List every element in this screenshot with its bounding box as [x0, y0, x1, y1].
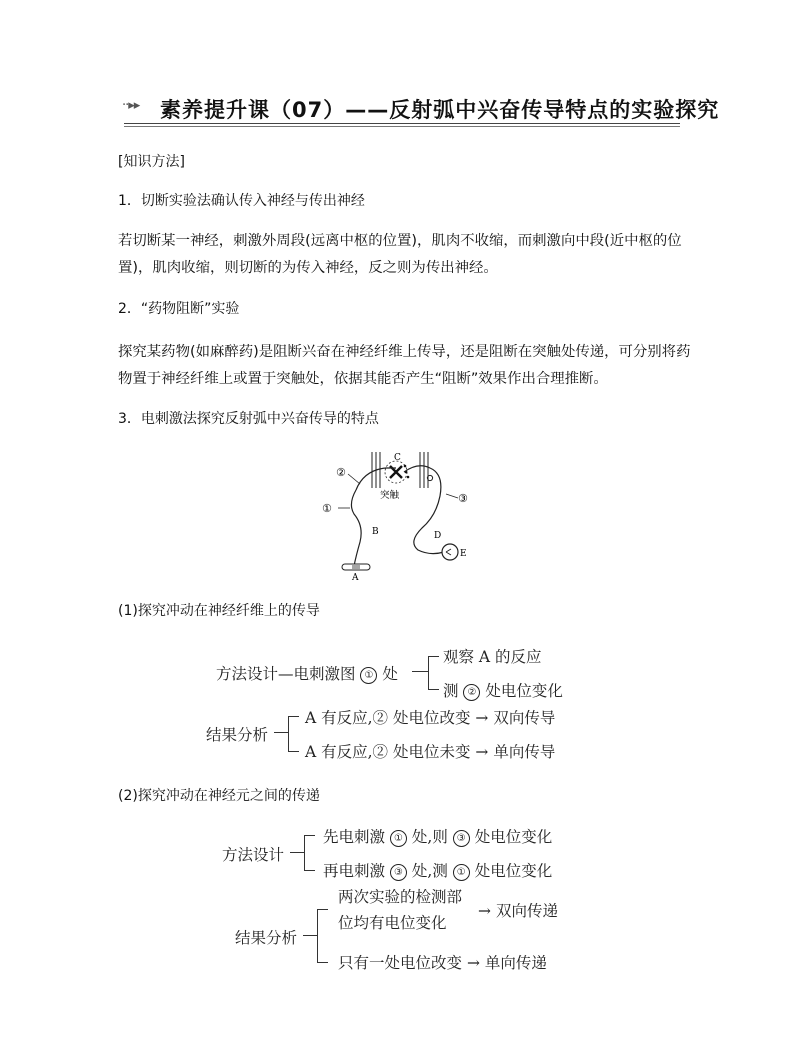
sub1-result-label: 结果分析	[206, 726, 269, 744]
sub1-method-branch2: 测 ② 处电位变化	[443, 682, 563, 700]
label-c: C	[394, 453, 401, 463]
section-label: [知识方法]	[118, 154, 185, 170]
sub1-result-bracket	[288, 716, 299, 752]
header-rule	[124, 123, 680, 124]
sub2-method-bracket	[304, 835, 315, 871]
item2-heading: 2．“药物阻断”实验	[118, 301, 240, 317]
item2-body	[118, 339, 690, 393]
header-arrows: ··▸▸	[122, 98, 140, 113]
sub2-result-label: 结果分析	[235, 929, 298, 947]
sub1-heading: (1)探究冲动在神经纤维上的传导	[118, 603, 320, 619]
arrow-icon: →	[475, 743, 489, 761]
item1-body-line2: 置)，肌肉收缩，则切断的为传入神经，反之则为传出神经。	[118, 260, 498, 276]
item2-body-line1: 探究某药物(如麻醉药)是阻断兴奋在神经纤维上传导，还是阻断在突触处传递，可分别将药	[118, 344, 691, 360]
header-rule-thin	[124, 126, 680, 127]
arrow-icon: →	[466, 954, 480, 972]
item3-heading: 3．电刺激法探究反射弧中兴奋传导的特点	[118, 411, 379, 427]
item1-heading: 1．切断实验法确认传入神经与传出神经	[118, 193, 365, 209]
sub2-result-branch1-line1: 两次实验的检测部	[338, 888, 463, 906]
item1-body-line1: 若切断某一神经，刺激外周段(远离中枢的位置)，肌肉不收缩，而刺激向中段(近中枢的位	[118, 233, 682, 249]
sub2-heading: (2)探究冲动在神经元之间的传递	[118, 788, 320, 804]
sub1-method-branch1: 观察 A 的反应	[443, 648, 542, 666]
label-point3: ③	[458, 492, 468, 505]
sub2-method-branch1: 先电刺激 ① 处,则 ③ 处电位变化	[323, 828, 553, 846]
label-e: E	[460, 549, 467, 559]
label-synapse: 突触	[380, 490, 400, 501]
page-title: 素养提升课（07）——反射弧中兴奋传导特点的实验探究	[160, 98, 720, 122]
afferent-fiber-b	[351, 490, 361, 566]
sub1-result-branch2: A 有反应,② 处电位未变 → 单向传导	[305, 743, 556, 761]
point1-marker: ①	[360, 667, 377, 684]
sub2-method-branch2: 再电刺激 ③ 处,测 ① 处电位变化	[323, 862, 553, 880]
effector-e-shape	[442, 544, 458, 560]
sub1-method-bracket	[428, 656, 439, 690]
sub1-method-label: 方法设计—电刺激图 ① 处	[216, 665, 398, 683]
receptor-a-shape	[342, 564, 370, 570]
sub2-method-label: 方法设计	[222, 846, 285, 864]
item1-body	[118, 228, 682, 282]
label-point1: ①	[322, 502, 332, 515]
sub2-result-branch1-line2: 位均有电位变化	[338, 914, 447, 932]
arrow-icon: →	[478, 902, 491, 920]
arrow-icon: →	[475, 709, 489, 727]
label-a: A	[352, 573, 359, 583]
label-b: B	[372, 527, 379, 537]
sub2-result-branch1-outcome: → 双向传递	[478, 902, 558, 920]
item2-body-line2: 物置于神经纤维上或置于突触处，依据其能否产生“阻断”效果作出合理推断。	[118, 371, 608, 387]
sub2-result-branch2: 只有一处电位改变 → 单向传递	[338, 954, 547, 972]
reflex-arc-diagram	[310, 446, 500, 586]
label-point2: ②	[336, 466, 346, 479]
sub2-result-bracket	[317, 909, 328, 963]
label-d: D	[434, 531, 442, 541]
sub1-result-branch1: A 有反应,② 处电位改变 → 双向传导	[305, 709, 556, 727]
